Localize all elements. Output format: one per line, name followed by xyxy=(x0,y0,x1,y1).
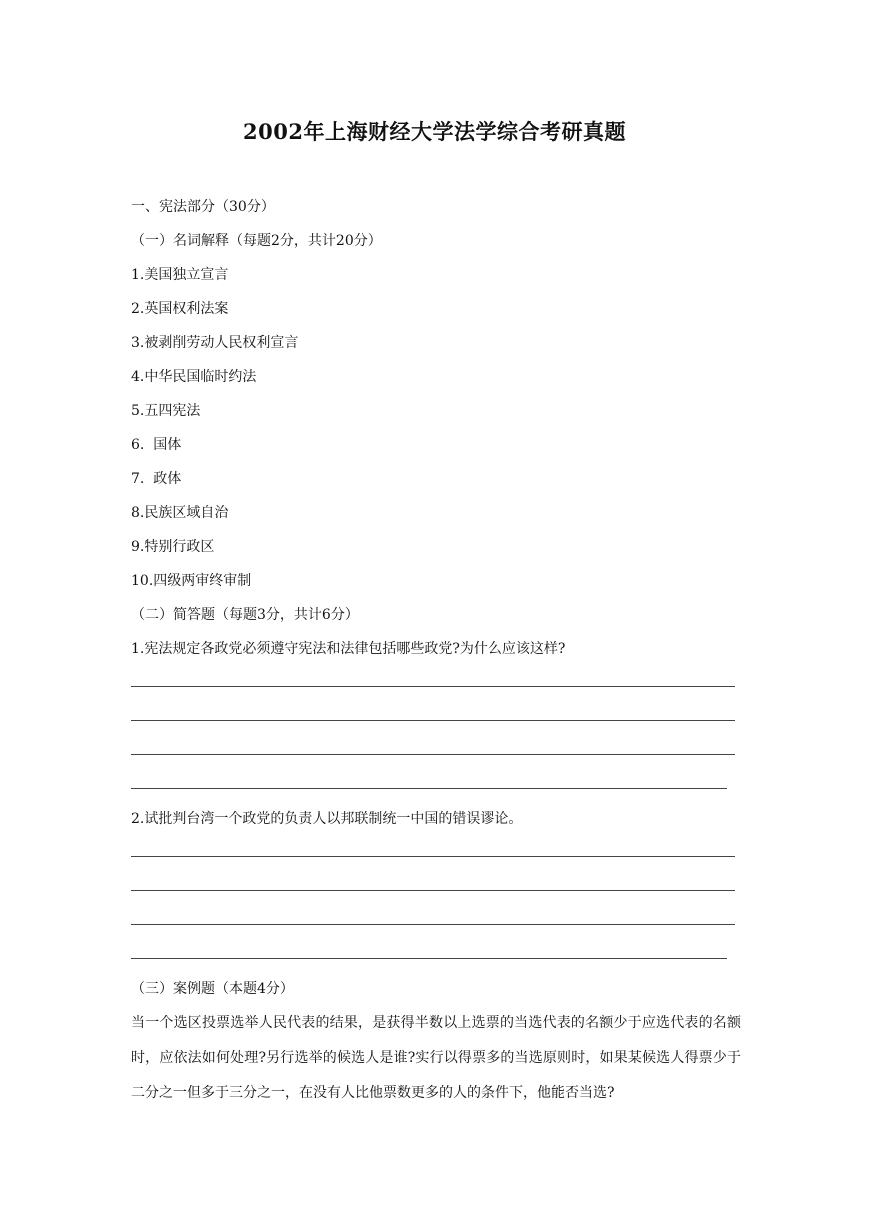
term-item: 10.四级两审终审制 xyxy=(131,573,252,589)
answer-rule xyxy=(131,686,735,687)
term-item: 7. 政体 xyxy=(131,471,182,487)
subsection-heading-case: （三）案例题（本题4分） xyxy=(131,981,294,997)
term-item: 2.英国权利法案 xyxy=(131,301,229,317)
answer-line xyxy=(131,666,741,700)
term-item: 9.特别行政区 xyxy=(131,539,215,555)
question-1: 1.宪法规定各政党必须遵守宪法和法律包括哪些政党?为什么应该这样? xyxy=(131,641,566,657)
term-item: 3.被剥削劳动人民权利宣言 xyxy=(131,335,299,351)
term-item: 4.中华民国临时约法 xyxy=(131,369,257,385)
answer-line xyxy=(131,836,741,870)
subsection-heading-short-answer: （二）简答题（每题3分，共计6分） xyxy=(131,607,359,623)
question-2: 2.试批判台湾一个政党的负责人以邦联制统一中国的错误谬论。 xyxy=(131,811,523,827)
term-item: 5.五四宪法 xyxy=(131,403,201,419)
answer-line xyxy=(131,768,741,802)
subsection-heading-terms: （一）名词解释（每题2分，共计20分） xyxy=(131,233,382,249)
term-item: 8.民族区域自治 xyxy=(131,505,229,521)
document-title: 2002年上海财经大学法学综合考研真题 xyxy=(243,119,626,144)
answer-rule xyxy=(131,788,727,789)
answer-line xyxy=(131,904,741,938)
answer-rule xyxy=(131,754,735,755)
answer-line xyxy=(131,700,741,734)
answer-rule xyxy=(131,890,735,891)
case-question-text: 当一个选区投票选举人民代表的结果，是获得半数以上选票的当选代表的名额少于应选代表的名额时，应依法如何处理?另行选举的候选人是谁?实行以得票多的当选原则时，如果某候选人得票少于二分之一但多于三分之一，在没有人比他票数更多的人的条件下，他能否当选? xyxy=(131,1015,741,1101)
answer-rule xyxy=(131,924,735,925)
answer-line xyxy=(131,870,741,904)
answer-line xyxy=(131,938,741,972)
term-item: 6. 国体 xyxy=(131,437,182,453)
term-item: 1.美国独立宣言 xyxy=(131,267,229,283)
answer-rule xyxy=(131,720,735,721)
answer-rule xyxy=(131,958,727,959)
answer-line xyxy=(131,734,741,768)
answer-rule xyxy=(131,856,735,857)
section-heading-constitution: 一、宪法部分（30分） xyxy=(131,199,275,215)
document-body xyxy=(131,190,741,1111)
